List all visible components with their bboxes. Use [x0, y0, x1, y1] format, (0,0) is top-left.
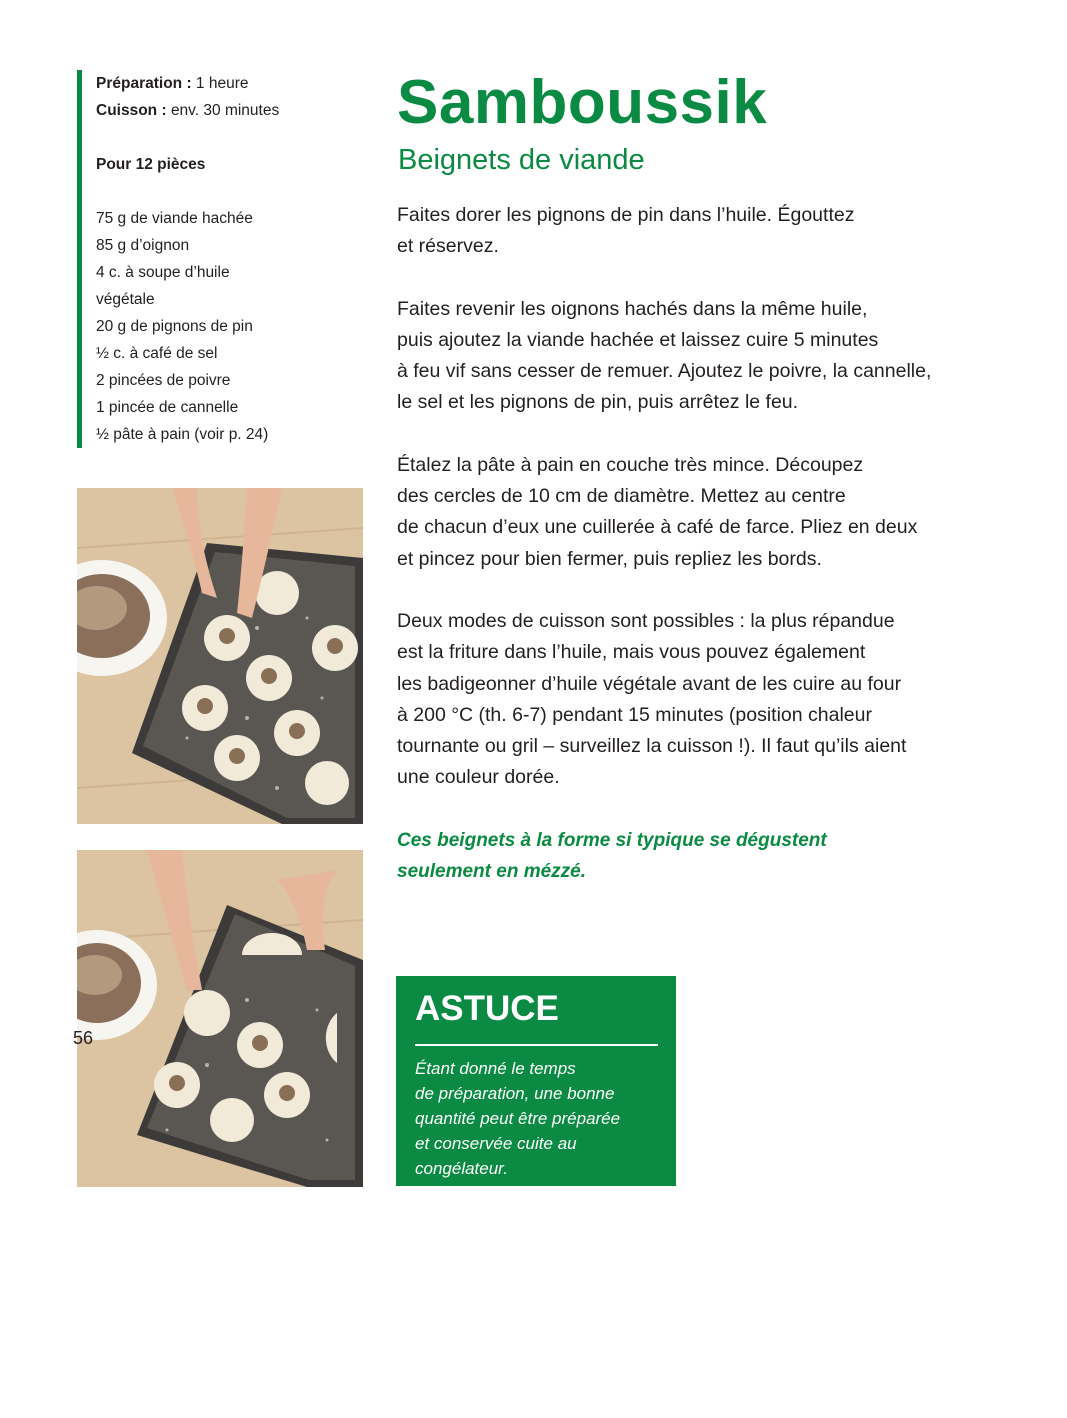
recipe-yield: Pour 12 pièces	[96, 156, 206, 173]
recipe-steps	[397, 200, 997, 918]
ingredient-item: ½ c. à café de sel	[96, 345, 218, 362]
tip-box	[396, 976, 676, 1186]
prep-label: Préparation :	[96, 75, 192, 92]
serving-note: Ces beignets à la forme si typique se dégustent seulement en mézzé.	[397, 829, 827, 883]
prep-value: 1 heure	[195, 75, 249, 92]
cook-time	[96, 97, 366, 124]
recipe-title: Samboussik	[397, 68, 768, 137]
cook-label: Cuisson :	[96, 102, 167, 119]
ingredient-item: 75 g de viande hachée	[96, 210, 253, 227]
ingredient-item: 1 pincée de cannelle	[96, 399, 239, 416]
ingredient-item: 4 c. à soupe d’huile	[96, 264, 230, 281]
prep-time	[96, 70, 366, 97]
step-paragraph: Deux modes de cuisson sont possibles : la plus répandue est la friture dans l’huile, mais vous pouvez également les badigeonner d’huile végétale avant de les cuire au four à 200 °C (th. 6-7) pendant 15 minutes (position chaleur tournante ou gril – surveillez la cuisson !). Il faut qu’ils aient une couleur dorée.	[397, 609, 907, 789]
tip-text: Étant donné le temps de préparation, une bonne quantité peut être préparée et conservée cuite au congélateur.	[415, 1059, 621, 1178]
page-number: 56	[73, 1028, 94, 1048]
step-paragraph: Faites revenir les oignons hachés dans la même huile, puis ajoutez la viande hachée et laissez cuire 5 minutes à feu vif sans cesser de remuer. Ajoutez le poivre, la cannelle, le sel et les pignons de pin, puis arrêtez le feu.	[397, 297, 932, 414]
filling-dough-photo	[77, 488, 363, 824]
step-paragraph: Étalez la pâte à pain en couche très mince. Découpez des cercles de 10 cm de diamètre. Mettez au centre de chacun d’eux une cuillerée à café de farce. Pliez en deux et pincez pour bien fermer, puis repliez les bords.	[397, 453, 918, 570]
ingredient-item: 85 g d’oignon	[96, 237, 190, 254]
folding-dough-photo	[77, 850, 363, 1187]
ingredients-list	[96, 205, 366, 448]
recipe-info-sidebar	[77, 70, 366, 448]
ingredient-item: 20 g de pignons de pin	[96, 318, 253, 335]
ingredient-item: 2 pincées de poivre	[96, 372, 231, 389]
ingredient-item: végétale	[96, 291, 155, 308]
cook-value: env. 30 minutes	[170, 102, 280, 119]
recipe-subtitle: Beignets de viande	[398, 144, 645, 176]
tip-title: ASTUCE	[415, 984, 658, 1046]
ingredient-item: ½ pâte à pain (voir p. 24)	[96, 426, 269, 443]
step-paragraph: Faites dorer les pignons de pin dans l’huile. Égouttez et réservez.	[397, 204, 855, 258]
